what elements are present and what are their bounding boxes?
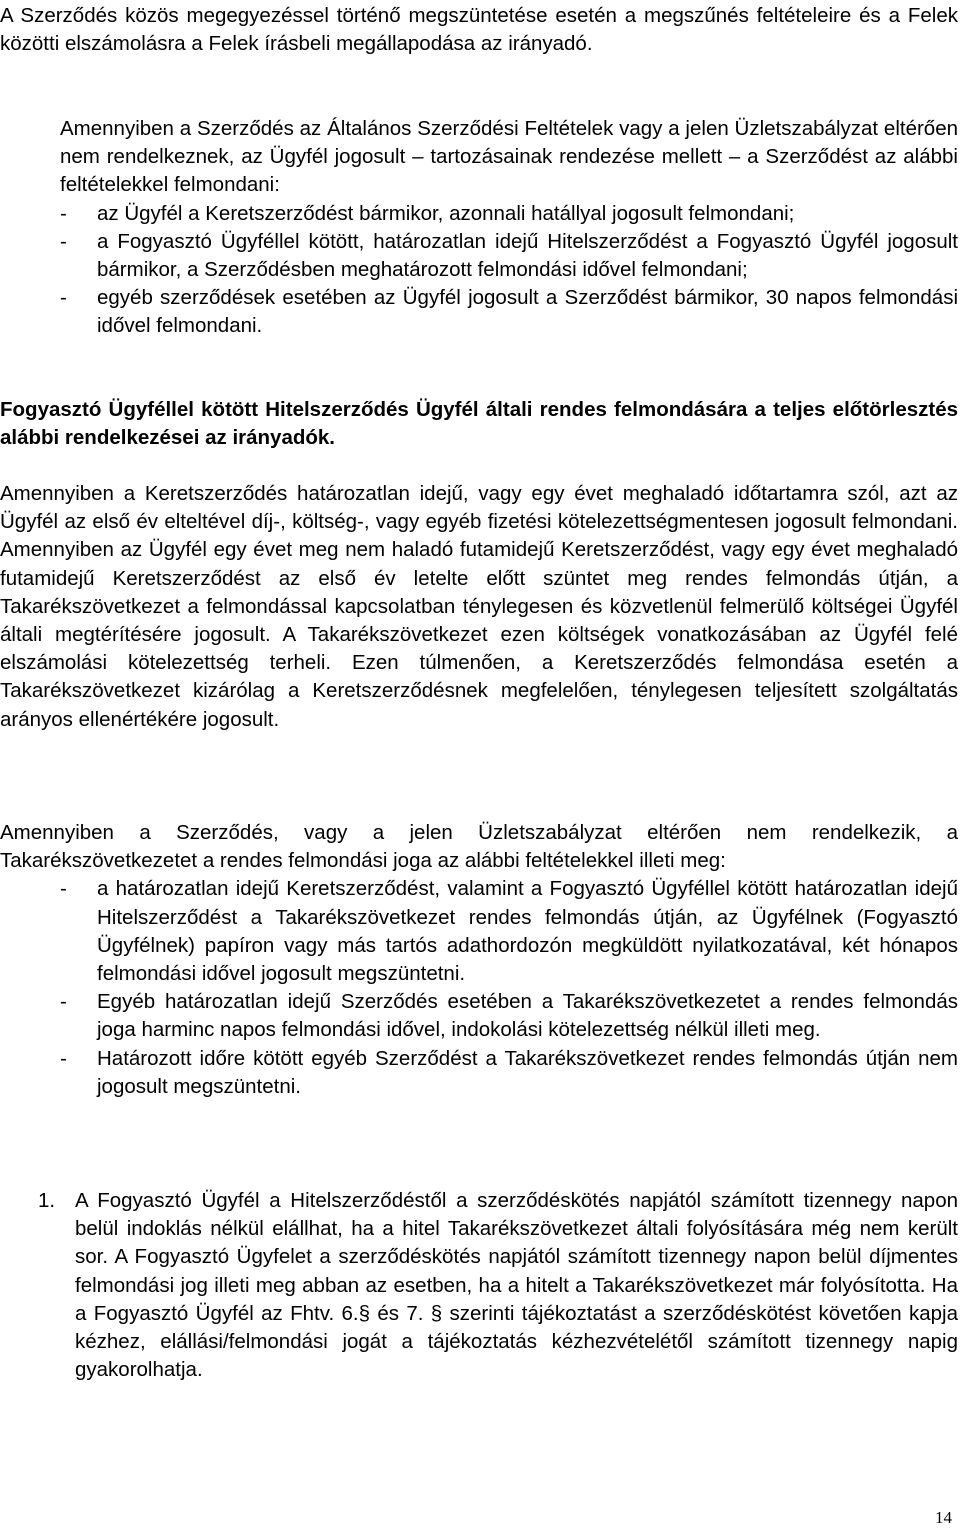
paragraph-text: A Szerződés közös megegyezéssel történő megszüntetése esetén a megszűnés feltételeire és a Felek közötti elszámolásra a Felek írásbeli megállapodása az irányadó. [0, 4, 958, 56]
list-bullet: - [60, 229, 67, 253]
list-bullet: - [60, 286, 67, 310]
numbered-list-item [0, 1187, 958, 1384]
page-number: 14 [935, 1508, 952, 1527]
list-item [0, 284, 958, 340]
bank-termination-list [0, 875, 958, 1101]
paragraph-text: Amennyiben a Szerződés az Általános Szerződési Feltételek vagy a jelen Üzletszabályzat eltérően nem rendelkeznek, az Ügyfél jogosult – tartozásainak rendezése mellett – a Szerződést az alábbi feltételekkel felmondani: [60, 117, 958, 197]
list-item [0, 200, 958, 228]
list-item [0, 1045, 958, 1101]
list-item-text: Egyéb határozatlan idejű Szerződés esetében a Takarékszövetkezetet a rendes felmondás joga harminc napos felmondási idővel, indokolási kötelezettség nélkül illeti meg. [97, 990, 958, 1042]
list-item-text: Határozott időre kötött egyéb Szerződést a Takarékszövetkezet rendes felmondás útján nem jogosult megszüntetni. [97, 1046, 958, 1098]
numbered-list [0, 1187, 958, 1384]
paragraph-mutual-termination [0, 2, 958, 58]
section-client-termination [0, 115, 958, 341]
section-bank-termination [0, 819, 958, 1101]
list-bullet: - [60, 877, 67, 901]
list-bullet: - [60, 1046, 67, 1070]
bold-heading-block [0, 396, 958, 452]
list-bullet: - [60, 201, 67, 225]
numbered-section [0, 1187, 958, 1384]
list-item-text: a Fogyasztó Ügyféllel kötött, határozatlan idejű Hitelszerződést a Fogyasztó Ügyfél jogosult bármikor, a Szerződésben meghatározott felmondási idővel felmondani; [97, 229, 958, 282]
list-item-text: a határozatlan idejű Keretszerződést, valamint a Fogyasztó Ügyféllel kötött határozatlan idejű Hitelszerződést a Takarékszövetkezet rendes felmondás útján, az Ügyfélnek (Fogyasztó Ügyfélnek) papíron vagy más tartós adathordozón megküldött nyilatkozatával, két hónapos felmondási idővel jogosult megszüntetni. [97, 877, 958, 986]
section-heading: Fogyasztó Ügyféllel kötött Hitelszerződés Ügyfél általi rendes felmondására a teljes előtörlesztés alábbi rendelkezései az irányadók. [0, 398, 958, 450]
list-number: 1. [38, 1189, 56, 1212]
list-item [0, 988, 958, 1044]
list-item [0, 875, 958, 988]
list-item [0, 228, 958, 284]
list-item-text: A Fogyasztó Ügyfél a Hitelszerződéstől a szerződéskötés napjától számított tizennegy napon belül indoklás nélkül elállhat, ha a hitel Takarékszövetkezet általi folyósítására még nem került sor. A Fogyasztó Ügyfelet a szerződéskötés napjától számított tizennegy napon belül díjmentes felmondási jog illeti meg abban az esetben, ha a hitelt a Takarékszövetkezet már folyósította. Ha a Fogyasztó Ügyfél az Fhtv. 6.§ és 7. § szerinti tájékoztatást a szerződéskötést követően kapja kézhez, elállási/felmondási jogát a tájékoztatás kézhezvételétől számított tizennegy napig gyakorolhatja. [75, 1189, 958, 1382]
list-bullet: - [60, 990, 67, 1014]
client-termination-list [0, 200, 958, 341]
list-item-text: az Ügyfél a Keretszerződést bármikor, azonnali hatállyal jogosult felmondani; [97, 201, 795, 225]
paragraph-text: Amennyiben a Szerződés, vagy a jelen Üzletszabályzat eltérően nem rendelkezik, a Takarékszövetkezetet a rendes felmondási joga az alábbi feltételekkel illeti meg: [0, 821, 958, 873]
list-item-text: egyéb szerződések esetében az Ügyfél jogosult a Szerződést bármikor, 30 napos felmondási idővel felmondani. [97, 286, 958, 338]
paragraph-text: Amennyiben a Keretszerződés határozatlan idejű, vagy egy évet meghaladó időtartamra szól, azt az Ügyfél az első év elteltével díj-, költség-, vagy egyéb fizetési kötelezettségmentesen jogosult felmondani. Amennyiben az Ügyfél egy évet meg nem haladó futamidejű Keretszerződést, vagy egy évet meghaladó futamidejű Keretszerződést az első év letelte előtt szüntet meg rendes felmondás útján, a Takarékszövetkezet a felmondással kapcsolatban ténylegesen és közvetlenül felmerülő költségei Ügyfél általi megtérítésére jogosult. A Takarékszövetkezet ezen költségek vonatkozásában az Ügyfél felé elszámolási kötelezettség terheli. Ezen túlmenően, a Keretszerződés felmondása esetén a Takarékszövetkezet kizárólag a Keretszerződésnek megfelelően, ténylegesen teljesített szolgáltatás arányos ellenértékére jogosult. [0, 482, 958, 731]
paragraph-framework-contract [0, 480, 958, 734]
